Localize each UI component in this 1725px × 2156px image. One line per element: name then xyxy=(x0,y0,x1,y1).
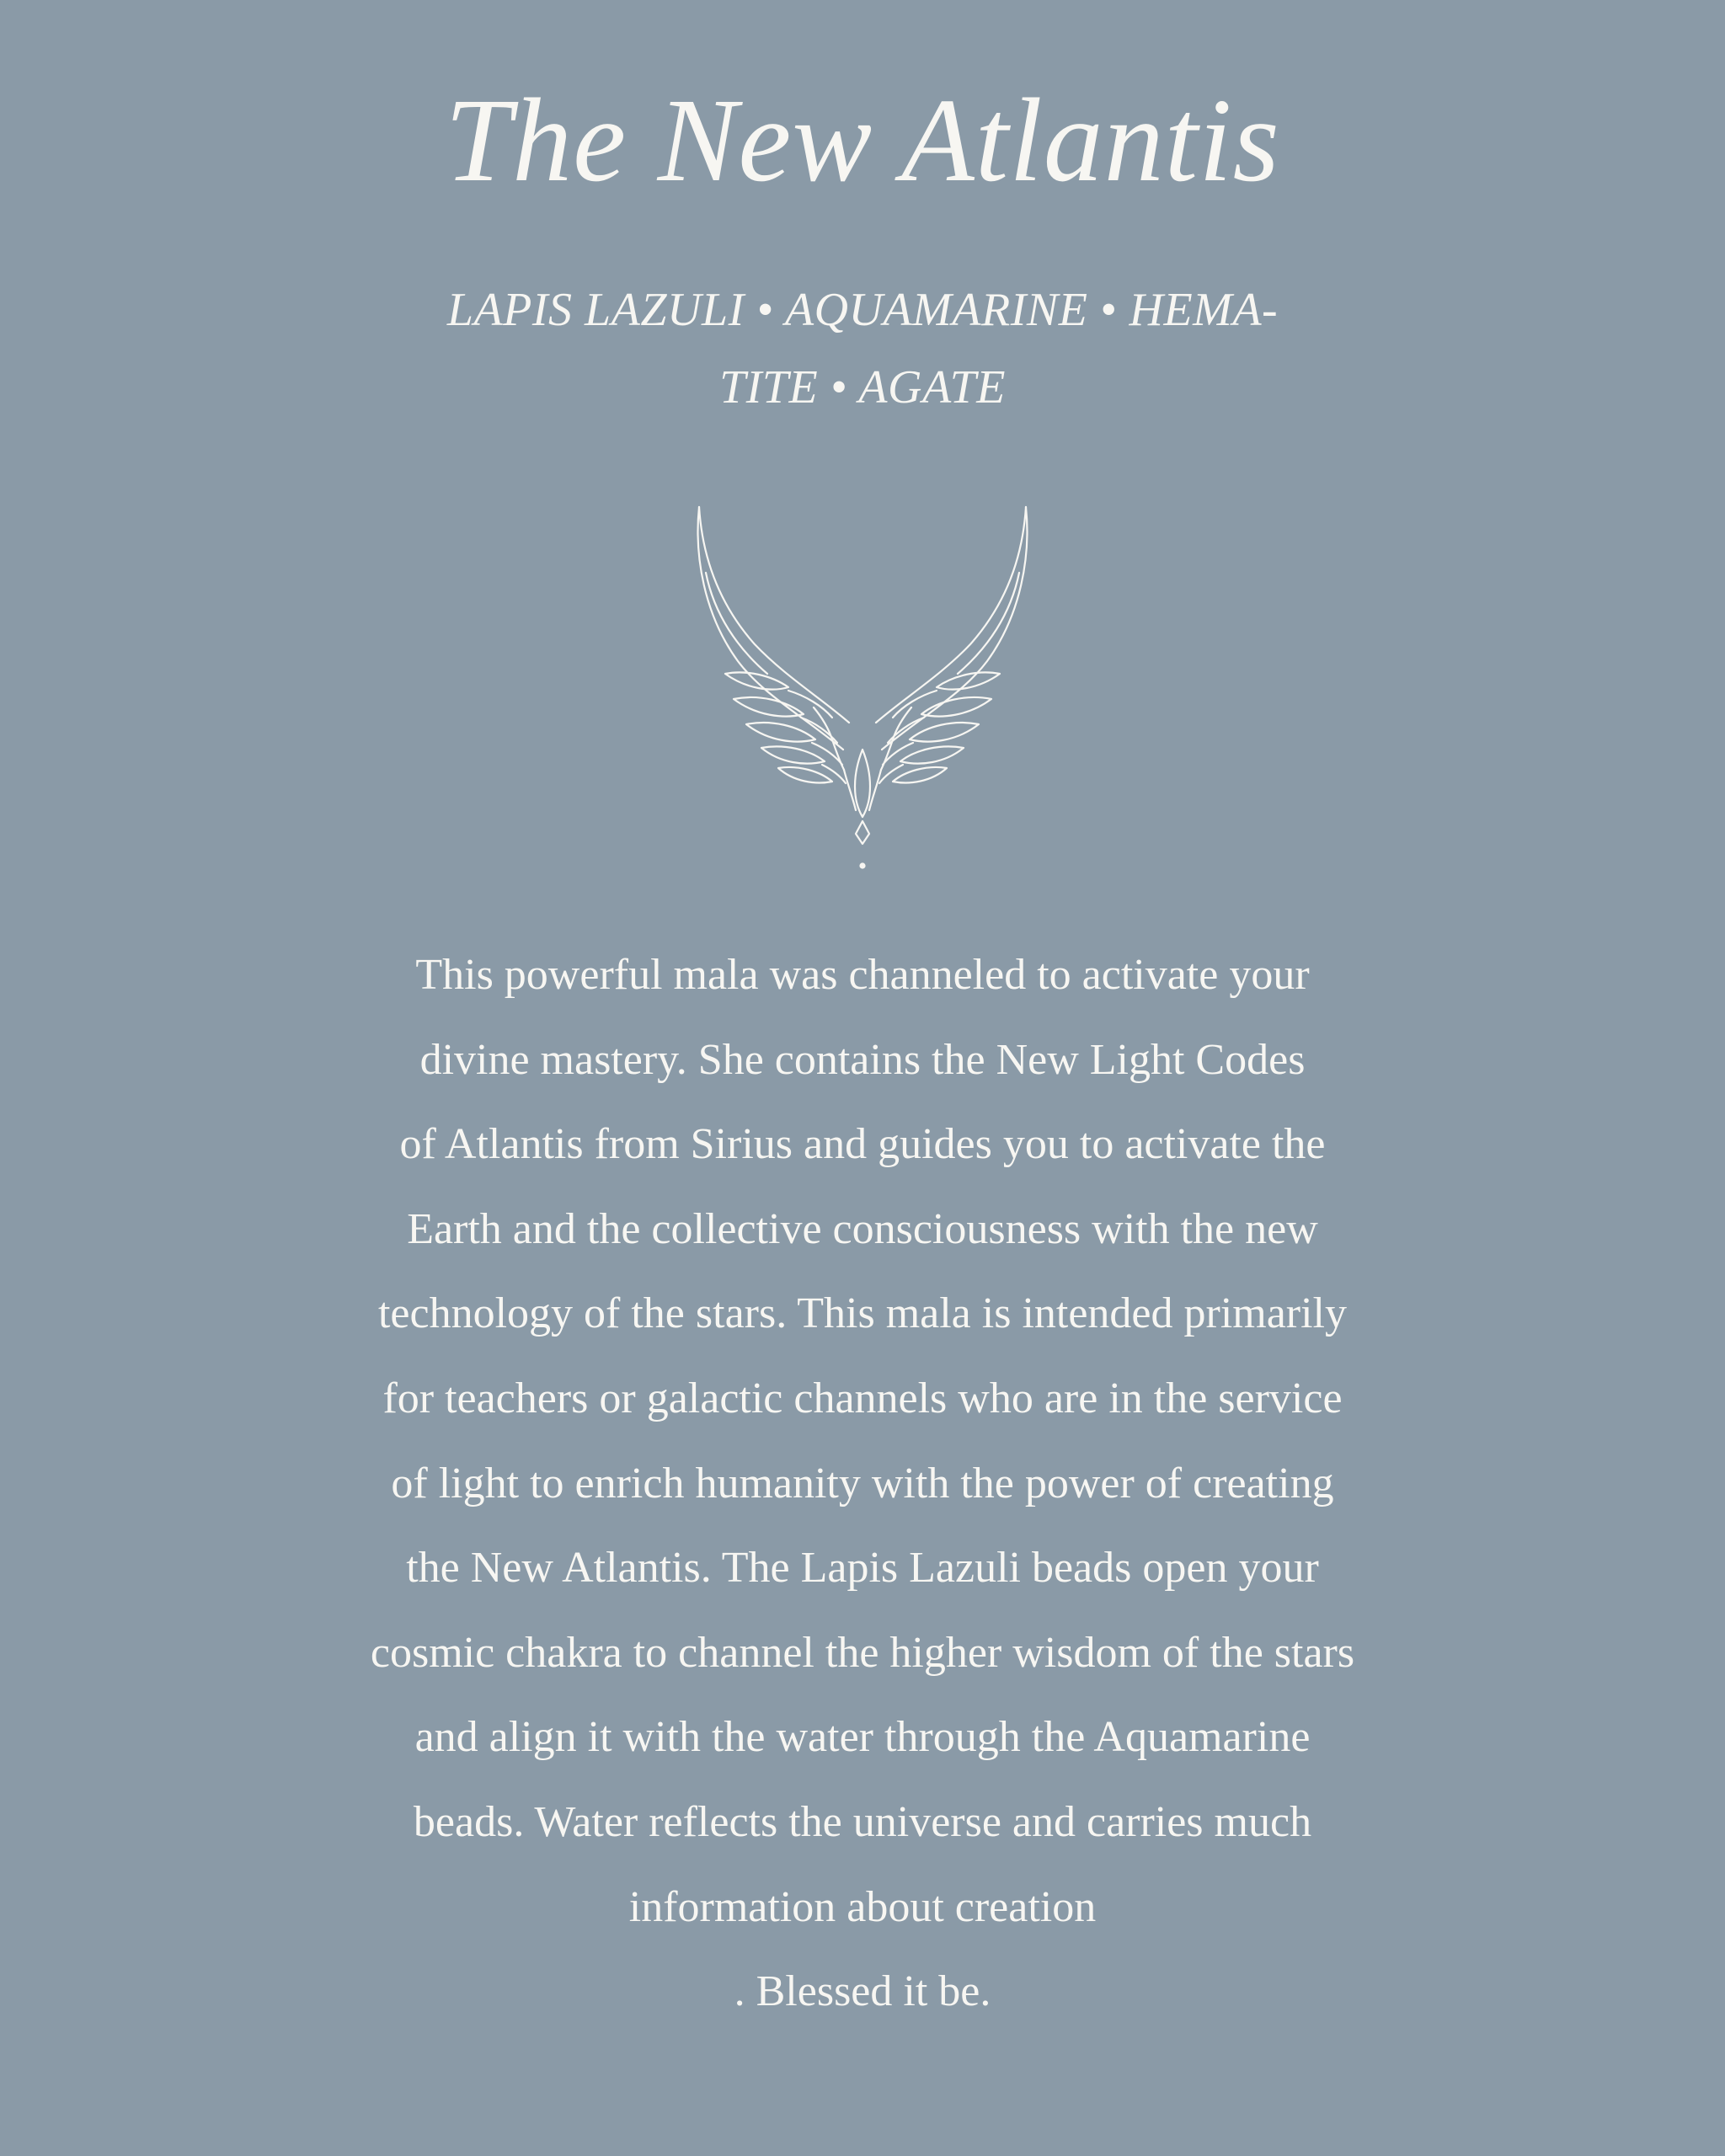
angel-wings-icon xyxy=(687,497,1038,876)
description-line: information about creation xyxy=(628,1882,1097,1931)
stones-line-1: LAPIS LAZULI • AQUAMARINE • HEMA- xyxy=(446,284,1279,336)
description-line: divine mastery. She contains the New Light Codes xyxy=(419,1035,1306,1084)
page-title: The New Atlantis xyxy=(445,73,1280,206)
description-line: the New Atlantis. The Lapis Lazuli beads open your xyxy=(406,1544,1319,1593)
description-line: Earth and the collective consciousness with the new xyxy=(407,1204,1318,1253)
description-line: of Atlantis from Sirius and guides you to activate the xyxy=(399,1120,1326,1169)
description-line: of light to enrich humanity with the power of creating xyxy=(391,1459,1334,1508)
description-line: technology of the stars. This mala is intended primarily xyxy=(377,1289,1348,1338)
stones-list xyxy=(0,271,1725,426)
description-text xyxy=(0,933,1725,2035)
stones-line-2: TITE • AGATE xyxy=(719,361,1006,414)
center-drop xyxy=(855,750,870,868)
description-line: for teachers or galactic channels who are in the service xyxy=(382,1374,1343,1422)
description-closing: . Blessed it be. xyxy=(734,1967,991,2016)
description-line: and align it with the water through the Aquamarine xyxy=(414,1713,1311,1762)
description-line: beads. Water reflects the universe and carries much xyxy=(413,1797,1312,1846)
left-wing xyxy=(698,507,856,810)
description-line: This powerful mala was channeled to activate your xyxy=(415,951,1310,999)
right-wing xyxy=(869,507,1027,810)
description-line: cosmic chakra to channel the higher wisdom of the stars xyxy=(370,1628,1355,1677)
